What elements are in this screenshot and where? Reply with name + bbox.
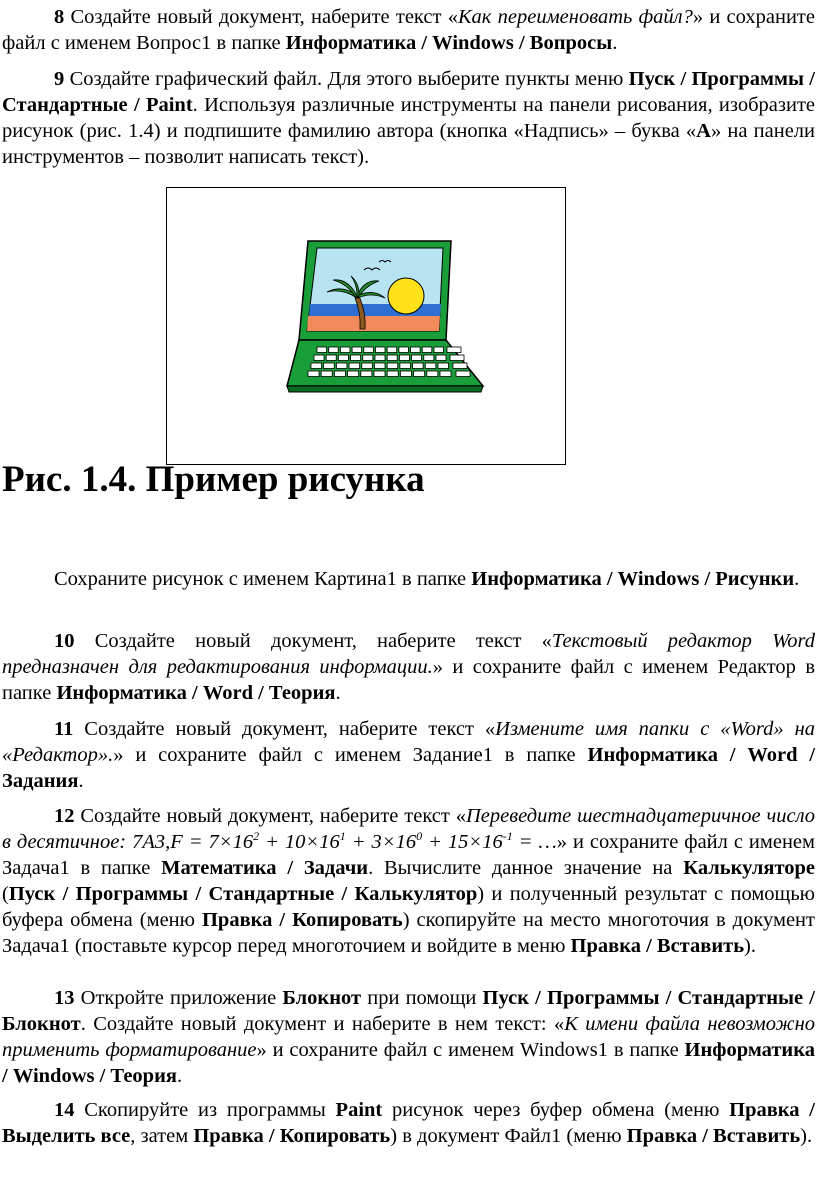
task-number: 14 <box>54 1099 75 1121</box>
folder-path: Информатика / Word / Теория <box>56 682 336 704</box>
keyboard-key <box>412 355 422 361</box>
keyboard-key <box>438 363 449 369</box>
laptop-illustration <box>167 188 565 464</box>
task-number: 10 <box>54 630 75 652</box>
task-9: 9 Создайте графический файл. Для этого выберите пункты меню Пуск / Программы / Стандартные / Paint. Используя различные инструменты на панели рисования, изобразите рисунок (рис. 1.4) и подпишите фамилию автора (кнопка «Надпись» – буква «А» на панели инструментов – позволит написать текст). <box>2 68 816 168</box>
keyboard-key <box>375 355 385 361</box>
laptop-base-edge <box>287 386 483 392</box>
keyboard-key <box>374 371 385 377</box>
menu-path: Пуск / Программы / Стандартные / Калькулятор <box>8 883 478 905</box>
menu-path: Правка / Копировать <box>201 909 403 931</box>
keyboard-key <box>314 355 324 361</box>
keyboard-key <box>336 363 347 369</box>
menu-path: Правка / Вставить <box>626 1125 801 1147</box>
keyboard-key <box>364 347 374 353</box>
keyboard-key <box>427 371 438 377</box>
sun <box>388 278 424 314</box>
keyboard-key <box>338 355 348 361</box>
task-13: 13 Откройте приложение Блокнот при помощи Пуск / Программы / Стандартные / Блокнот. Создайте новый документ и наберите в нем текст: «К имени файла невозможно применить форматирование» и сохраните файл с именем Windows1 в папке Информатика / Windows / Теория. <box>2 987 815 1087</box>
keyboard-key <box>351 355 361 361</box>
keyboard-key <box>311 363 322 369</box>
task-number: 9 <box>54 68 65 90</box>
menu-path: Правка / Выделить все <box>2 1099 815 1147</box>
keyboard-key <box>456 371 470 377</box>
keyboard-key <box>424 355 434 361</box>
folder-path: Информатика / Word / Задания <box>2 744 816 792</box>
keyboard-key <box>352 347 362 353</box>
keyboard-key <box>411 347 421 353</box>
keyboard-key <box>362 363 373 369</box>
keyboard-key <box>387 347 397 353</box>
keyboard-key <box>399 355 409 361</box>
keyboard-key <box>387 371 398 377</box>
menu-path: Правка / Вставить <box>570 935 745 957</box>
figure-laptop-drawing <box>166 187 566 465</box>
sand <box>307 316 440 331</box>
keyboard-key <box>447 347 461 353</box>
figure-caption: Рис. 1.4. Пример рисунка <box>2 459 425 500</box>
task-11: 11 Создайте новый документ, наберите текст «Измените имя папки с «Word» на «Редактор».» и сохраните файл с именем Задание1 в папке Информатика / Word / Задания. <box>2 718 816 792</box>
task-number: 11 <box>54 718 74 740</box>
keyboard-key <box>326 355 336 361</box>
keyboard-key <box>399 347 409 353</box>
keyboard-key <box>400 371 411 377</box>
folder-path: Информатика / Windows / Рисунки <box>471 568 795 590</box>
keyboard-key <box>422 347 432 353</box>
menu-path: Пуск / Программы / Стандартные / Paint <box>2 68 815 116</box>
keyboard-key <box>329 347 339 353</box>
keyboard-key <box>414 371 425 377</box>
task-number: 12 <box>54 805 75 827</box>
keyboard-key <box>363 355 373 361</box>
keyboard-key <box>413 363 424 369</box>
task-number: 13 <box>54 987 75 1009</box>
task-8: 8 Создайте новый документ, наберите текст «Как переименовать файл?» и сохраните файл с именем Вопрос1 в папке Информатика / Windows / Вопросы. <box>2 6 815 54</box>
keyboard-key <box>387 363 398 369</box>
task-12: 12 Создайте новый документ, наберите текст «Переведите шестнадцатеричное число в десятичное: $7A3,F = 7\times 16^2 + 10\times 16^1 + 3\times 16^0 + 15\times 16^{-1}$ = …» и сохраните файл с именем Задача1 в папке Математика / Задачи. Вычислите данное значение на Калькуляторе (Пуск / Программы / Стандартные / Калькулятор) и полученный результат с помощью буфера обмена (меню Правка / Копировать) скопируйте на место многоточия в документ Задача1 (поставьте курсор перед многоточием и войдите в меню Правка / Вставить). <box>2 805 816 957</box>
keyboard-key <box>453 363 467 369</box>
task-number: 8 <box>54 6 65 28</box>
menu-path: Пуск / Программы / Стандартные / Блокнот <box>2 987 815 1035</box>
folder-path: Информатика / Windows / Вопросы <box>285 32 613 54</box>
keyboard-key <box>361 371 372 377</box>
keyboard-key <box>349 363 360 369</box>
task-10: 10 Создайте новый документ, наберите текст «Текстовый редактор Word предназначен для редактирования информации.» и сохраните файл с именем Редактор в папке Информатика / Word / Теория. <box>2 630 816 704</box>
folder-path: Информатика / Windows / Теория <box>2 1039 815 1087</box>
keyboard-key <box>376 347 386 353</box>
keyboard-key <box>321 371 332 377</box>
keyboard-key <box>387 355 397 361</box>
keyboard-key <box>340 347 350 353</box>
keyboard-key <box>308 371 319 377</box>
menu-path: Правка / Копировать <box>193 1125 391 1147</box>
keyboard-key <box>317 347 327 353</box>
keyboard-key <box>436 355 446 361</box>
keyboard-key <box>324 363 335 369</box>
keyboard-key <box>334 371 345 377</box>
keyboard-key <box>375 363 386 369</box>
keyboard-key <box>425 363 436 369</box>
formula: Переведите шестнадцатеричное число в десятичное: $7A3,F = 7\times 16^2 + 10\times 16^1 + 3\times 16^0 + 15\times 16^{-1}$ = … <box>2 805 816 853</box>
keyboard-key <box>348 371 359 377</box>
keyboard-key <box>434 347 444 353</box>
save-picture-instruction: Сохраните рисунок с именем Картина1 в папке Информатика / Windows / Рисунки. <box>54 568 800 590</box>
task-14: 14 Скопируйте из программы Paint рисунок через буфер обмена (меню Правка / Выделить все, затем Правка / Копировать) в документ Файл1 (меню Правка / Вставить). <box>2 1099 815 1147</box>
keyboard-key <box>440 371 451 377</box>
folder-path: Математика / Задачи <box>161 857 369 879</box>
keyboard-key <box>450 355 464 361</box>
keyboard-key <box>400 363 411 369</box>
